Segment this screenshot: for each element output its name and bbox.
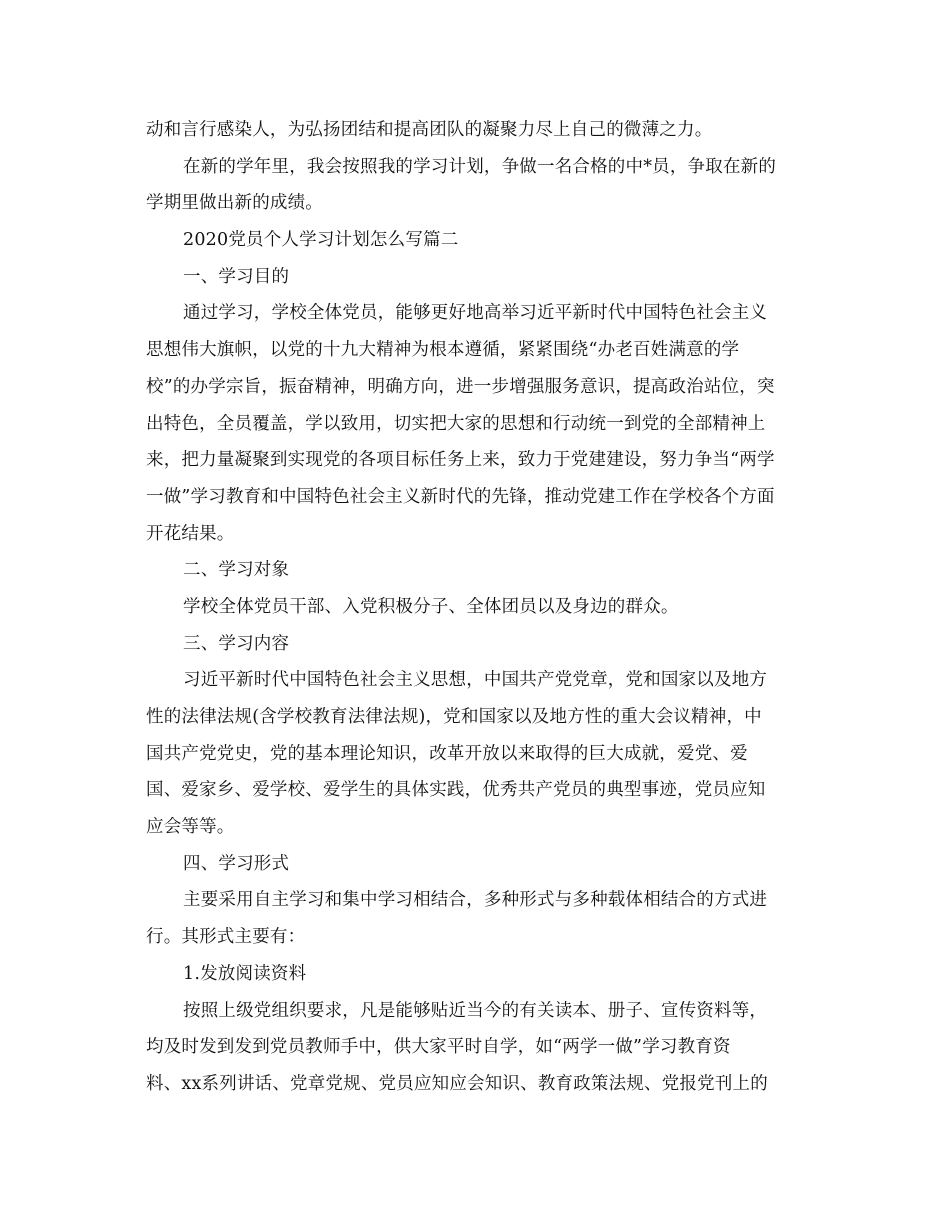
text-line: 思想伟大旗帜，以党的十九大精神为根本遵循，紧紧围绕“办老百姓满意的学 — [146, 340, 740, 361]
text-line: 性的法律法规(含学校教育法律法规)，党和国家以及地方性的重大会议精神，中 — [146, 707, 762, 727]
text-line: 按照上级党组织要求，凡是能够贴近当今的有关读本、册子、宣传资料等， — [183, 1000, 768, 1021]
document-body — [146, 112, 808, 1103]
heading: 一、学习目的 — [183, 266, 290, 287]
text-line: 一做”学习教育和中国特色社会主义新时代的先锋，推动党建工作在学校各个方面 — [146, 486, 775, 507]
text-line: 通过学习，学校全体党员，能够更好地高举习近平新时代中国特色社会主义 — [183, 303, 768, 324]
text-line: 行。其形式主要有： — [146, 927, 306, 948]
heading: 四、学习形式 — [183, 853, 290, 874]
text-line: 学校全体党员干部、入党积极分子、全体团员以及身边的群众。 — [183, 596, 679, 617]
text-line: 在新的学年里，我会按照我的学习计划，争做一名合格的中*员，争取在新的 — [183, 156, 777, 177]
text-line: 主要采用自主学习和集中学习相结合，多种形式与多种载体相结合的方式进 — [183, 890, 768, 911]
heading: 三、学习内容 — [183, 633, 290, 654]
heading: 二、学习对象 — [183, 560, 290, 581]
text-line: 国、爱家乡、爱学校、爱学生的具体实践，优秀共产党员的典型事迹，党员应知 — [146, 780, 766, 801]
text-line: 开花结果。 — [146, 523, 235, 544]
text-line: 动和言行感染人，为弘扬团结和提高团队的凝聚力尽上自己的微薄之力。 — [146, 120, 713, 140]
text-line: 来，把力量凝聚到实现党的各项目标任务上来，致力于党建建设，努力争当“两学 — [146, 450, 775, 471]
text-line: 学期里做出新的成绩。 — [146, 193, 323, 214]
text-line: 均及时发到发到党员教师手中，供大家平时自学，如“两学一做”学习教育资 — [146, 1037, 731, 1058]
section-title: 2020党员个人学习计划怎么写篇二 — [183, 230, 459, 251]
text-line: 应会等等。 — [146, 817, 235, 838]
subheading: 1.发放阅读资料 — [183, 963, 307, 984]
text-line: 国共产党党史，党的基本理论知识，改革开放以来取得的巨大成就，爱党、爱 — [146, 743, 748, 764]
text-line: 料、xx系列讲话、党章党规、党员应知应会知识、教育政策法规、党报党刊上的 — [146, 1073, 768, 1094]
text-line: 习近平新时代中国特色社会主义思想，中国共产党党章，党和国家以及地方 — [183, 670, 768, 691]
text-line: 校”的办学宗旨，振奋精神，明确方向，进一步增强服务意识，提高政治站位，突 — [146, 376, 775, 397]
text-line: 出特色，全员覆盖，学以致用，切实把大家的思想和行动统一到党的全部精神上 — [146, 413, 766, 434]
